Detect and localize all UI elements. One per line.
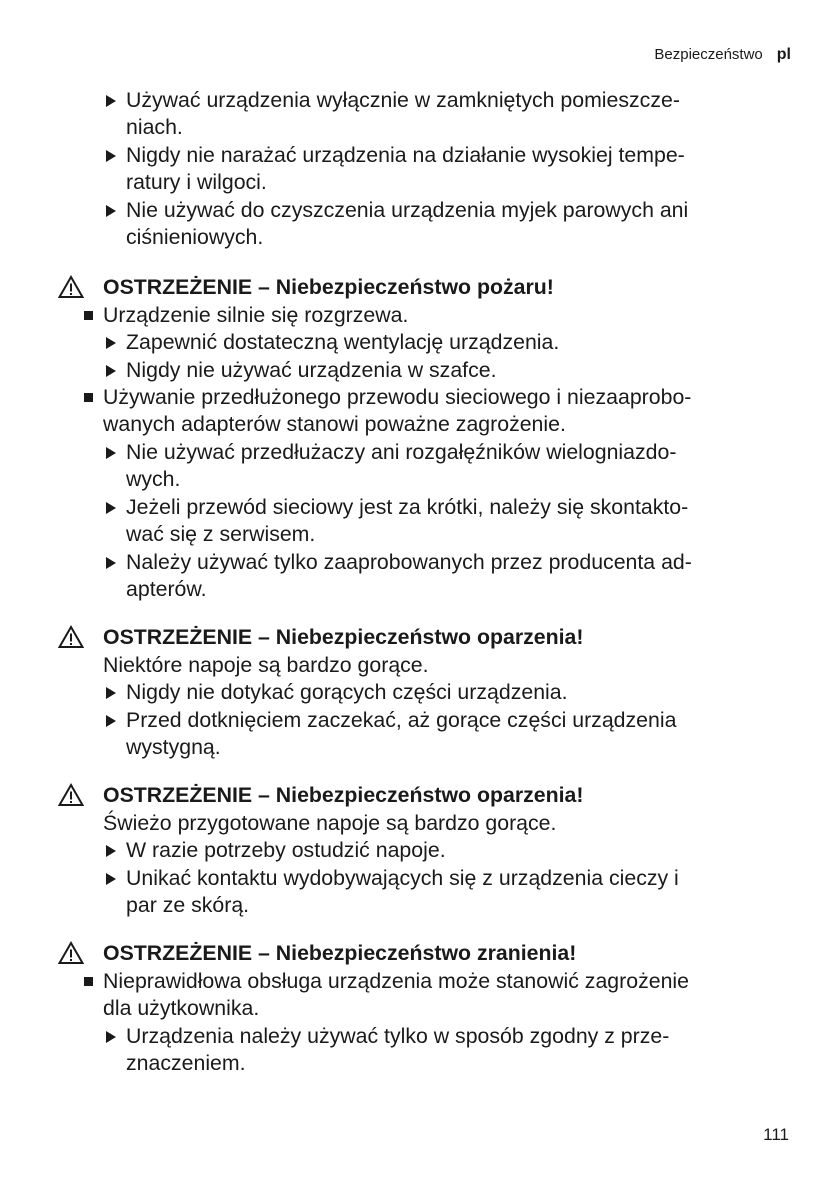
- line: niach.: [126, 115, 183, 140]
- warning-triangle-icon: [58, 783, 84, 807]
- triangle-right-bullet-icon: [106, 502, 116, 514]
- page-header: [654, 46, 791, 64]
- line: ratury i wilgoci.: [126, 170, 267, 195]
- warning-triangle-icon: [58, 941, 84, 965]
- triangle-right-bullet-icon: [106, 337, 116, 349]
- hazard-item: [58, 384, 798, 439]
- line: wanych adapterów stanowi poważne zagrożenie.: [103, 412, 566, 437]
- warning-triangle-icon: [58, 625, 84, 649]
- line: Nigdy nie dotykać gorących części urządzenia.: [126, 680, 568, 705]
- action-item: [58, 549, 798, 604]
- hazard-item: [58, 302, 798, 329]
- triangle-right-bullet-icon: [106, 150, 116, 162]
- triangle-right-bullet-icon: [106, 845, 116, 857]
- triangle-right-bullet-icon: [106, 715, 116, 727]
- line: Nieprawidłowa obsługa urządzenia może stanowić zagrożenie: [103, 968, 689, 993]
- line: Nigdy nie używać urządzenia w szafce.: [126, 357, 497, 382]
- action-item: [58, 142, 798, 197]
- page-content: [58, 87, 798, 1077]
- warning-title: OSTRZEŻENIE – Niebezpieczeństwo pożaru!: [103, 275, 554, 300]
- line: dla użytkownika.: [103, 996, 260, 1021]
- action-item: [58, 679, 798, 706]
- line: Nigdy nie narażać urządzenia na działanie wysokiej tempe-: [126, 142, 685, 167]
- warning-intro: Niektóre napoje są bardzo gorące.: [103, 652, 429, 677]
- warning-heading: [58, 624, 798, 651]
- warning-heading: [58, 940, 798, 967]
- line: Używać urządzenia wyłącznie w zamkniętych pomieszcze-: [126, 88, 680, 112]
- action-item: [58, 439, 798, 494]
- warning-title: OSTRZEŻENIE – Niebezpieczeństwo oparzenia!: [103, 625, 584, 650]
- page-number: 111: [763, 1125, 789, 1144]
- line: wać się z serwisem.: [126, 522, 316, 547]
- line: Przed dotknięciem zaczekać, aż gorące części urządzenia: [126, 707, 677, 732]
- square-bullet-icon: [84, 393, 93, 402]
- action-item: [58, 494, 798, 549]
- triangle-right-bullet-icon: [106, 557, 116, 569]
- action-item: [58, 837, 798, 864]
- line: znaczeniem.: [126, 1051, 246, 1075]
- line: Urządzenia należy używać tylko w sposób zgodny z prze-: [126, 1023, 670, 1048]
- hazard-item: [58, 968, 798, 1023]
- triangle-right-bullet-icon: [106, 205, 116, 217]
- triangle-right-bullet-icon: [106, 687, 116, 699]
- line: wych.: [126, 467, 181, 492]
- line: Należy używać tylko zaaprobowanych przez producenta ad-: [126, 549, 692, 574]
- line: Unikać kontaktu wydobywających się z urządzenia cieczy i: [126, 865, 679, 890]
- triangle-right-bullet-icon: [106, 365, 116, 377]
- line: Urządzenie silnie się rozgrzewa.: [103, 302, 409, 327]
- triangle-right-bullet-icon: [106, 447, 116, 459]
- action-item: [58, 1023, 798, 1078]
- warning-intro: Świeżo przygotowane napoje są bardzo gorące.: [103, 810, 557, 835]
- square-bullet-icon: [84, 311, 93, 320]
- action-item: [58, 329, 798, 356]
- language-code: pl: [776, 46, 791, 63]
- line: Nie używać przedłużaczy ani rozgałęźników wielogniazdo-: [126, 439, 677, 464]
- line: ciśnieniowych.: [126, 225, 264, 250]
- action-item: [58, 707, 798, 762]
- line: wystygną.: [126, 734, 221, 759]
- action-item: [58, 865, 798, 920]
- action-item: [58, 357, 798, 384]
- triangle-right-bullet-icon: [106, 95, 116, 107]
- triangle-right-bullet-icon: [106, 1031, 116, 1043]
- line: Zapewnić dostateczną wentylację urządzenia.: [126, 330, 560, 355]
- warning-heading: [58, 274, 798, 301]
- action-item: [58, 197, 798, 252]
- warning-title: OSTRZEŻENIE – Niebezpieczeństwo oparzenia!: [103, 783, 584, 808]
- warning-triangle-icon: [58, 275, 84, 299]
- warning-heading: [58, 782, 798, 809]
- line: apterów.: [126, 576, 207, 601]
- line: Używanie przedłużonego przewodu sieciowego i niezaaprobo-: [103, 385, 692, 410]
- section-title: Bezpieczeństwo: [654, 46, 763, 63]
- action-item: [58, 87, 798, 142]
- line: W razie potrzeby ostudzić napoje.: [126, 838, 446, 863]
- triangle-right-bullet-icon: [106, 873, 116, 885]
- square-bullet-icon: [84, 977, 93, 986]
- warning-title: OSTRZEŻENIE – Niebezpieczeństwo zranienia!: [103, 941, 577, 966]
- line: Jeżeli przewód sieciowy jest za krótki, należy się skontakto-: [126, 494, 689, 519]
- line: Nie używać do czyszczenia urządzenia myjek parowych ani: [126, 197, 689, 222]
- line: par ze skórą.: [126, 892, 250, 917]
